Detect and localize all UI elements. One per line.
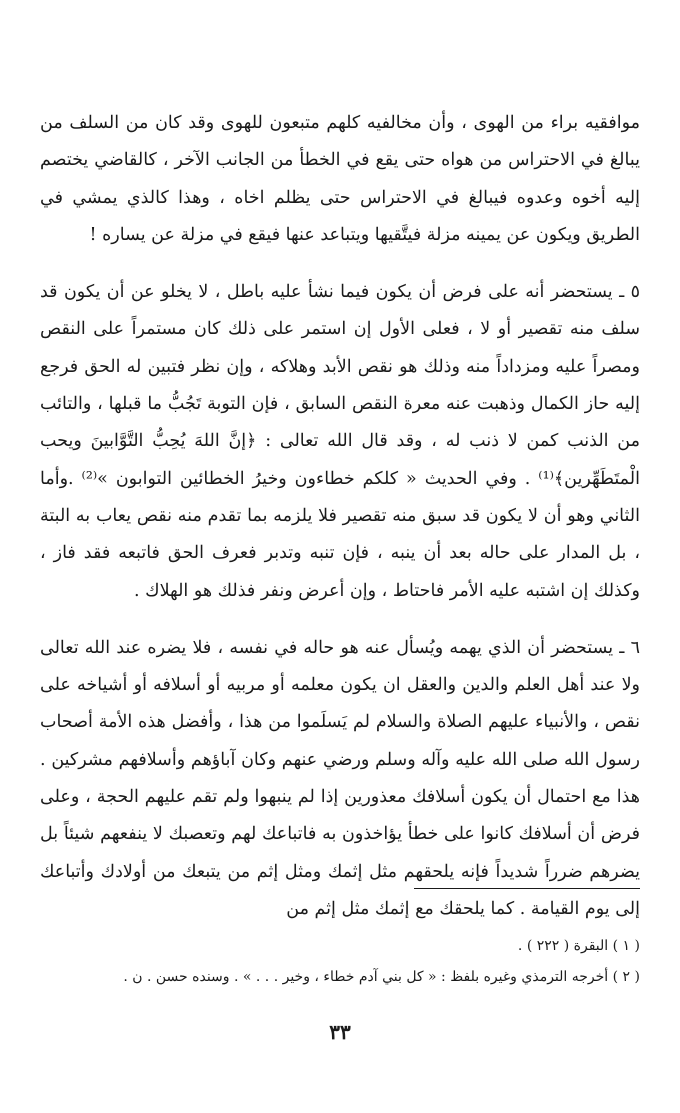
paragraph-point-5: ٥ ـ يستحضر أنه على فرض أن يكون فيما نشأ عليه باطل ، لا يخلو عن أن يكون قد سلف منه تقصير أو لا ، فعلى الأول إن استمر على ذلك كان مستمراً على النقص ومصراً عليه ومزداداً منه وذلك هو نقص الأبد وهلاكه ، وإن نظر فتبين له الحق فرجع إليه حاز الكمال وذهبت عنه معرة النقص السابق ، فإن التوبة تَجُبُّ ما قبلها ، والتائب من الذنب كمن لا ذنب له ، وقد قال الله تعالى : ﴿إنَّ اللهَ يُحِبُّ التَّوَّابينَ ويحب الْمتَطَهِّرين﴾⁽¹⁾ . وفي الحديث « كلكم خطاءون وخيرُ الخطائين التوابون »⁽²⁾ .وأما الثاني وهو أن لا يكون قد سبق منه تقصير فلا يلزمه بما تقدم منه نقص يعاب به البتة ، بل المدار على حاله بعد أن ينبه ، فإن تنبه وتدبر فعرف الحق فاتبعه فقد فاز ، وكذلك إن اشتبه عليه الأمر فاحتاط ، وإن أعرض ونفر فذلك هو الهلاك .	[40, 282, 640, 601]
page-number: ٣٣	[329, 1020, 351, 1044]
footnotes	[40, 931, 640, 993]
page-body	[40, 105, 640, 928]
footnote-2: ( ٢ ) أخرجه الترمذي وغيره بلفظ : « كل بني آدم خطاء ، وخير . . . » . وسنده حسن . ن .	[123, 969, 640, 985]
paragraph-point-6: ٦ ـ يستحضر أن الذي يهمه ويُسأل عنه هو حاله في نفسه ، فلا يضره عند الله تعالى ولا عند أهل العلم والدين والعقل ان يكون معلمه أو مربيه أو أسلافه أو أشياخه على نقص ، والأنبياء عليهم الصلاة والسلام لم يَسلَموا من هذا ، وأفضل هذه الأمة أصحاب رسول الله صلى الله عليه وآله وسلم ورضي عنهم وكان آباؤهم وأسلافهم مشركين . هذا مع احتمال أن يكون أسلافك معذورين إذا لم ينبهوا ولم تقم عليهم الحجة ، وعلى فرض أن أسلافك كانوا على خطأ يؤاخذون به فاتباعك لهم وتعصبك لا ينفعهم شيئاً بل يضرهم ضرراً شديداً فإنه يلحقهم مثل إثمك ومثل إثم من يتبعك من أولادك وأتباعك إلى يوم القيامة . كما يلحقك مع إثمك مثل إثم من	[40, 637, 640, 919]
paragraph-continuation: موافقيه براء من الهوى ، وأن مخالفيه كلهم متبعون للهوى وقد كان من السلف من يبالغ في الاحتراس من هواه حتى يقع في الخطأ من الجانب الآخر ، كالقاضي يختصم إليه أخوه وعدوه فيبالغ في الاحتراس حتى يظلم اخاه ، وهذا كالذي يمشي في الطريق ويكون عن يمينه مزلة فيتَّقيها ويتباعد عنها فيقع في مزلة عن يساره !	[40, 113, 640, 245]
footnote-1: ( ١ ) البقرة ( ٢٢٢ ) .	[517, 938, 640, 954]
footnote-separator	[414, 888, 640, 889]
